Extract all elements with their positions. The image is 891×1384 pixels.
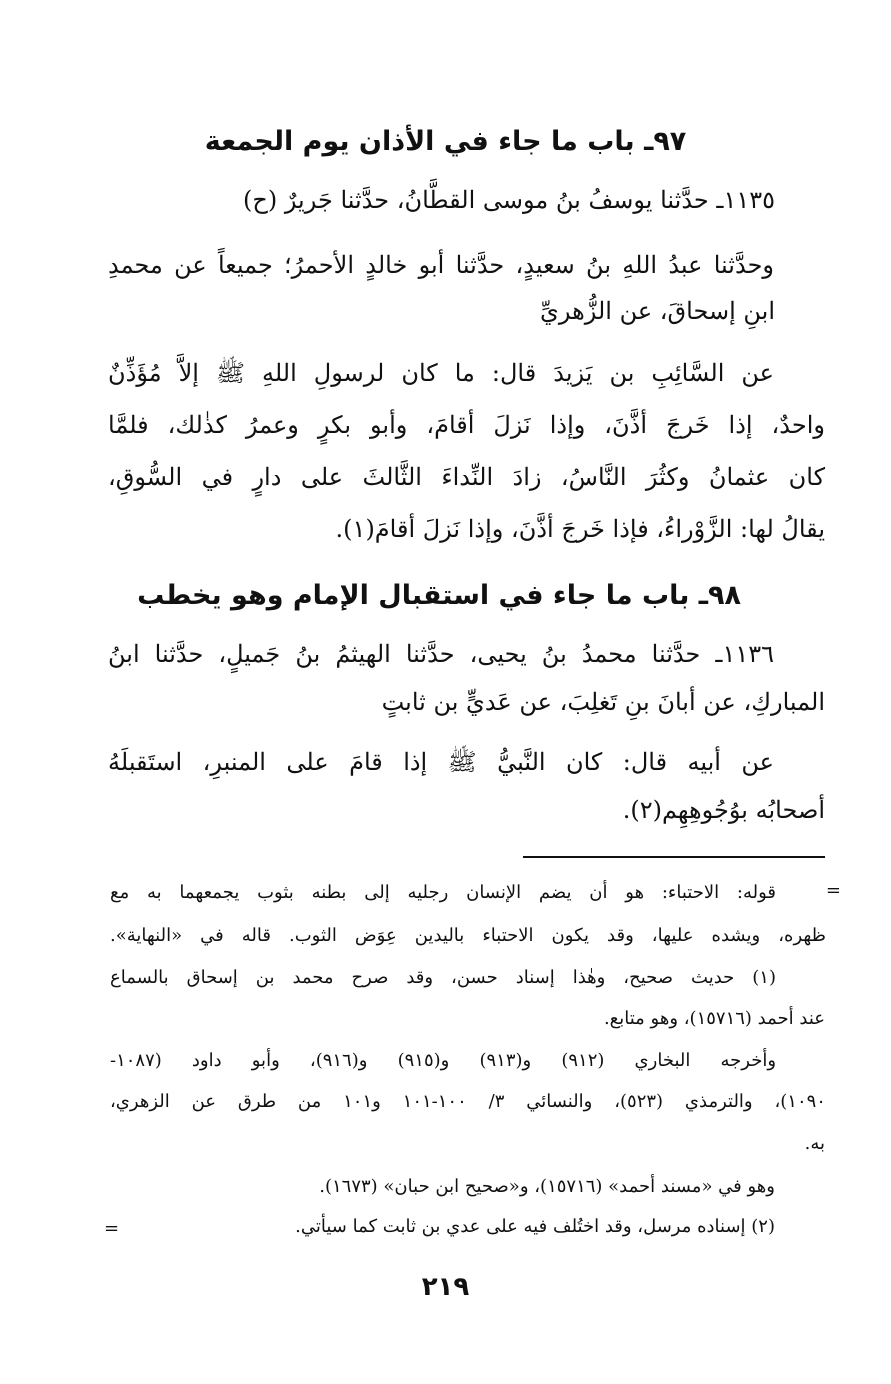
hadith-1135-text-line-3: كان عثمانُ وكثُرَ النَّاسُ، زادَ النِّداءَ الثَّالثَ على دارٍ في السُّوقِ، xyxy=(108,463,825,491)
footnote-1-line-4: ١٠٩٠)، والترمذي (٥٢٣)، والنسائي ٣/ ١٠٠-١٠١ و١٠١ من طرق عن الزهري، xyxy=(110,1091,826,1112)
chapter-heading-97: ٩٧ـ باب ما جاء في الأذان يوم الجمعة xyxy=(204,126,687,157)
hadith-1135-text-line-1: عن السَّائِبِ بن يَزيدَ قال: ما كان لرسولِ اللهِ ﷺ إلاَّ مُؤَذِّنٌ xyxy=(108,359,774,387)
footnote-continuation-mark: = xyxy=(825,880,841,901)
footnote-1-line-5: به. xyxy=(804,1133,825,1154)
footnote-separator xyxy=(523,856,825,858)
footnote-1-line-2: عند أحمد (١٥٧١٦)، وهو متابع. xyxy=(603,1008,825,1029)
footnote-continuation-line-2: ظهره، ويشده عليها، وقد يكون الاحتباء باليدين عِوَض الثوب. قاله في «النهاية». xyxy=(110,925,826,946)
footnote-continuation-line-1: قوله: الاحتباء: هو أن يضم الإنسان رجليه إلى بطنه بثوب يجمعهما به مع xyxy=(110,882,776,903)
page-number: ٢١٩ xyxy=(421,1272,470,1302)
hadith-1136-chain-line-2: المباركِ، عن أبانَ بنِ تَغلِبَ، عن عَديٍّ بن ثابتٍ xyxy=(381,688,825,716)
hadith-1136-text-line-2: أصحابُه بوُجُوهِهِم(٢). xyxy=(622,796,825,824)
footnote-2-line-1: (٢) إسناده مرسل، وقد اختُلف فيه على عدي بن ثابت كما سيأتي. xyxy=(295,1216,775,1237)
hadith-1135-chain-line-1: ١١٣٥ـ حدَّثنا يوسفُ بنُ موسى القطَّانُ، حدَّثنا جَريرٌ (ح) xyxy=(242,186,775,214)
chapter-heading-98: ٩٨ـ باب ما جاء في استقبال الإمام وهو يخطب xyxy=(137,580,741,611)
footnote-1-line-1: (١) حديث صحيح، وهٰذا إسناد حسن، وقد صرح محمد بن إسحاق بالسماع xyxy=(110,967,776,988)
hadith-1135-text-line-4: يقالُ لها: الزَّوْراءُ، فإذا خَرجَ أذَّنَ، وإذا نَزلَ أقامَ(١). xyxy=(335,515,825,543)
hadith-1136-text-line-1: عن أبيه قال: كان النَّبيُّ ﷺ إذا قامَ على المنبرِ، استَقبلَهُ xyxy=(108,748,774,776)
hadith-1135-text-line-2: واحدٌ، إذا خَرجَ أذَّنَ، وإذا نَزلَ أقامَ، وأبو بكرٍ وعمرُ كذٰلك، فلمَّا xyxy=(108,411,825,439)
hadith-1136-chain-line-1: ١١٣٦ـ حدَّثنا محمدُ بنُ يحيى، حدَّثنا الهيثمُ بنُ جَميلٍ، حدَّثنا ابنُ xyxy=(108,640,774,668)
footnote-1-line-3: وأخرجه البخاري (٩١٢) و(٩١٣) و(٩١٥) و(٩١٦)، وأبو داود (١٠٨٧- xyxy=(110,1050,777,1071)
footnote-1-line-6: وهو في «مسند أحمد» (١٥٧١٦)، و«صحيح ابن حبان» (١٦٧٣). xyxy=(319,1176,775,1197)
footnote-2-continuation-mark: = xyxy=(104,1218,120,1239)
hadith-1135-chain-line-3: ابنِ إسحاقَ، عن الزُّهريِّ xyxy=(540,297,775,325)
hadith-1135-chain-line-2: وحدَّثنا عبدُ اللهِ بنُ سعيدٍ، حدَّثنا أبو خالدٍ الأحمرُ؛ جميعاً عن محمدِ xyxy=(108,251,775,279)
